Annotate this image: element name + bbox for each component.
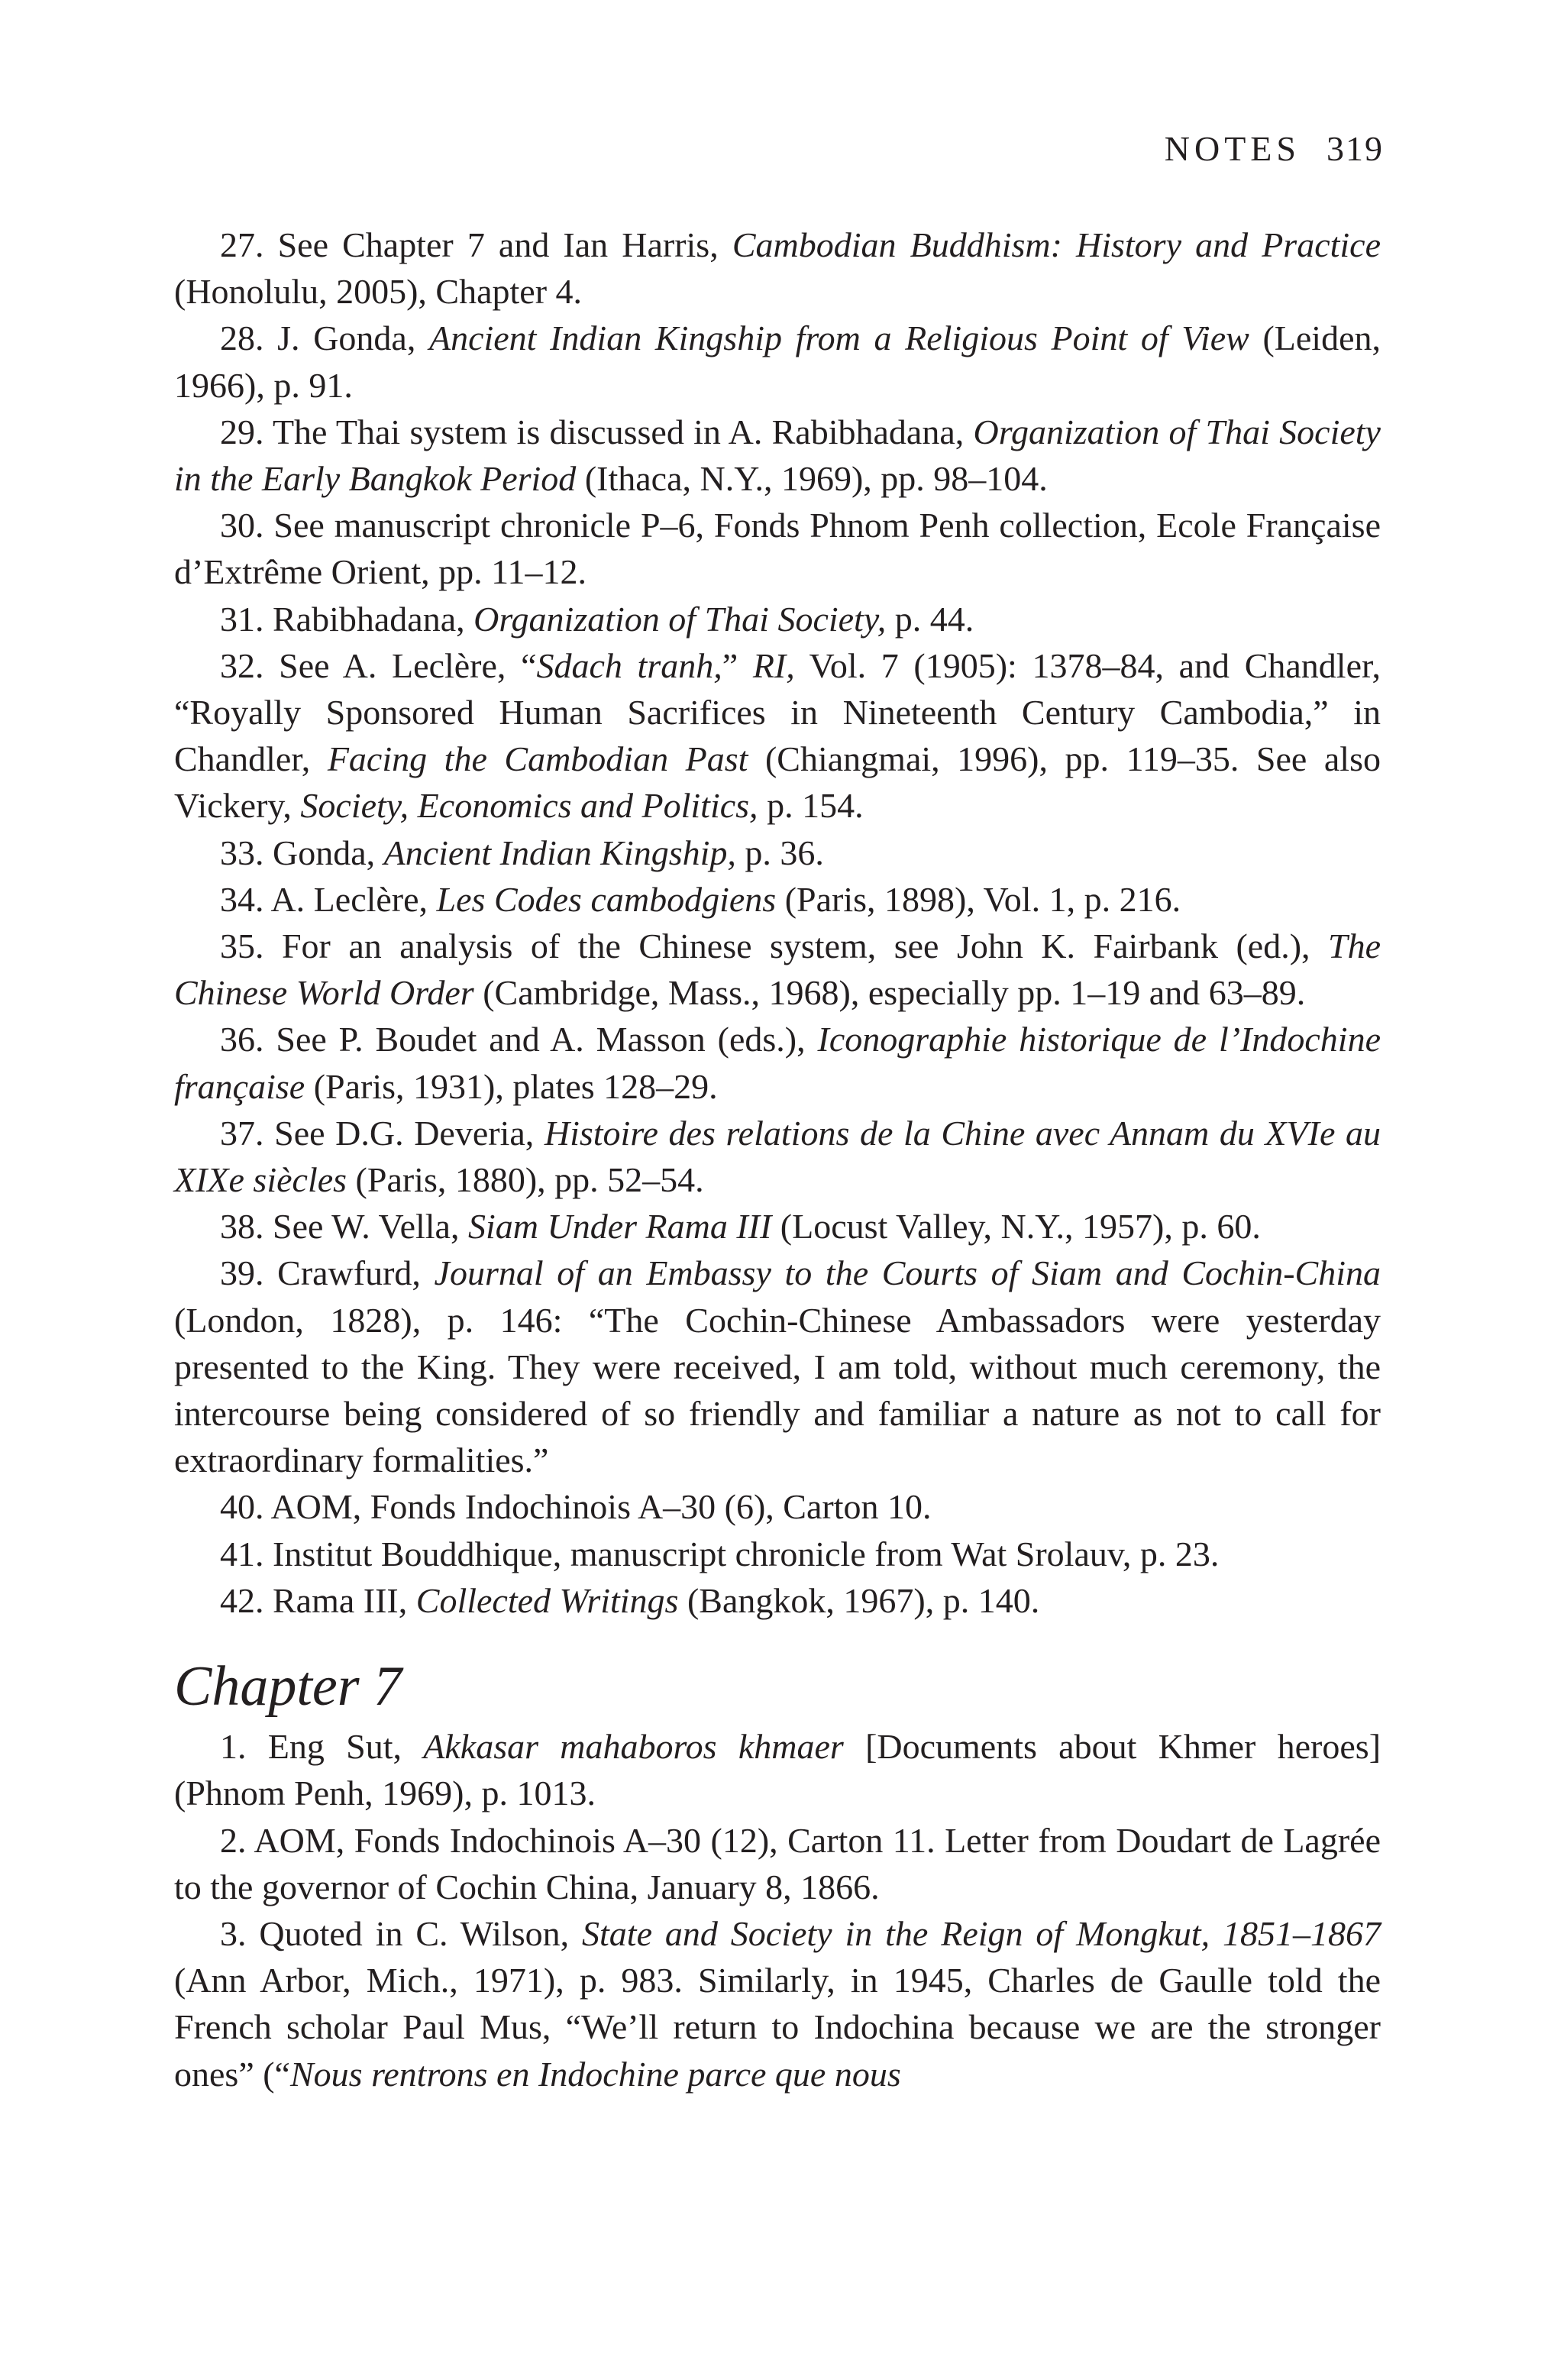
endnote-text: 39. Crawfurd, [220, 1253, 435, 1293]
endnote-italic-title: Journal of an Embassy to the Courts of Siam and Cochin-China [434, 1253, 1381, 1293]
endnote-italic-title: Siam Under Rama III [467, 1207, 772, 1247]
endnote-text: 31. Rabibhadana, [220, 599, 474, 639]
endnote-text: 38. See W. Vella, [220, 1207, 468, 1247]
endnote-italic-title: Ancient Indian Kingship from a Religious Point of View [428, 319, 1249, 358]
endnote-text: 40. AOM, Fonds Indochinois A–30 (6), Carton 10. [220, 1487, 932, 1527]
endnote-italic-title: Cambodian Buddhism: History and Practice [732, 225, 1381, 264]
endnote-italic-title: Organization of Thai Society in the Early Bangkok Period [174, 412, 1381, 499]
endnote-text: (Ann Arbor, Mich., 1971), p. 983. Similarly, in 1945, Charles de Gaulle told the French scholar Paul Mus, “We’ll return to Indochina because we are the stronger ones” (“ [174, 1961, 1381, 2094]
endnote-text: (Chiangmai, 1996), pp. 119–35. See also Vickery, [174, 739, 1381, 826]
endnote [174, 923, 1381, 1016]
endnote-text: 1. Eng Sut, [220, 1727, 424, 1767]
endnote-italic-title: RI, [752, 645, 795, 685]
endnote-text: 42. Rama III, [220, 1580, 416, 1620]
endnote-text: ” [722, 645, 753, 685]
endnote [174, 1817, 1381, 1910]
endnote-text: (London, 1828), p. 146: “The Cochin-Chinese Ambassadors were yesterday presented to the King. They were received, I am told, without much ceremony, the intercourse being considered of so friendly and familiar a nature as not to call for extraordinary formalities.” [174, 1300, 1381, 1480]
endnote [174, 1723, 1381, 1816]
endnote-text: 36. See P. Boudet and A. Masson (eds.), [220, 1020, 818, 1059]
endnote-text: 33. Gonda, [220, 833, 384, 872]
endnote-text: 27. See Chapter 7 and Ian Harris, [220, 225, 732, 264]
endnote [174, 1910, 1381, 2097]
endnote-italic-title: Sdach tranh, [536, 645, 722, 685]
endnote-text: 29. The Thai system is discussed in A. Rabibhadana, [220, 412, 974, 451]
endnote-text: [Documents about Khmer heroes] (Phnom Penh, 1969), p. 1013. [174, 1727, 1381, 1813]
endnote-text: p. 44. [886, 599, 974, 639]
endnote [174, 1203, 1381, 1250]
endnote-text: (Cambridge, Mass., 1968), especially pp. 1–19 and 63–89. [473, 973, 1306, 1013]
endnote-italic-title: Organization of Thai Society, [473, 599, 887, 639]
endnote [174, 642, 1381, 829]
endnote [174, 1483, 1381, 1530]
endnote-italic-title: Nous rentrons en Indochine parce que nous [289, 2054, 901, 2094]
chapter-heading: Chapter 7 [174, 1655, 402, 1719]
endnote-italic-title: Facing the Cambodian Past [327, 739, 748, 779]
endnote-text: Vol. 7 (1905): 1378–84, and Chandler, “Royally Sponsored Human Sacrifices in Nineteenth Century Cambodia,” in Chandler, [174, 645, 1381, 779]
endnote [174, 876, 1381, 923]
endnote-text: p. 154. [758, 786, 864, 826]
endnote-text: (Paris, 1880), pp. 52–54. [347, 1160, 704, 1200]
page-number: 319 [1326, 129, 1384, 168]
endnote-italic-title: Society, Economics and Politics, [300, 786, 758, 826]
endnote-text: (Paris, 1931), plates 128–29. [305, 1066, 718, 1106]
endnote-italic-title: Les Codes cambodgiens [436, 879, 777, 919]
endnote-italic-title: State and Society in the Reign of Mongkut, 1851–1867 [582, 1913, 1381, 1953]
endnote-text: (Bangkok, 1967), p. 140. [678, 1580, 1040, 1620]
endnote [174, 829, 1381, 876]
endnote-text: (Leiden, 1966), p. 91. [174, 319, 1381, 405]
notes-body [174, 222, 1381, 2097]
endnote-italic-title: Histoire des relations de la Chine avec Annam du XVIe au XIXe siècles [174, 1113, 1381, 1200]
endnote-text: 41. Institut Bouddhique, manuscript chronicle from Wat Srolauv, p. 23. [220, 1534, 1220, 1573]
endnote-text: 3. Quoted in C. Wilson, [220, 1913, 583, 1953]
endnote [174, 502, 1381, 595]
endnote-text: 32. See A. Leclère, “ [220, 645, 537, 685]
endnote-text: (Locust Valley, N.Y., 1957), p. 60. [771, 1207, 1261, 1247]
endnote-text: 35. For an analysis of the Chinese system, see John K. Fairbank (ed.), [220, 926, 1328, 966]
endnote-italic-title: The Chinese World Order [174, 926, 1381, 1013]
notes-list-chapter-7 [174, 1723, 1381, 2097]
endnote-italic-title: Ancient Indian Kingship, [383, 833, 736, 872]
endnote-text: 2. AOM, Fonds Indochinois A–30 (12), Carton 11. Letter from Doudart de Lagrée to the governor of Cochin China, January 8, 1866. [174, 1820, 1381, 1906]
endnote-text: p. 36. [735, 833, 824, 872]
endnote-text: (Paris, 1898), Vol. 1, p. 216. [776, 879, 1181, 919]
endnote [174, 1577, 1381, 1624]
notes-list-chapter-6 [174, 222, 1381, 1624]
endnote [174, 315, 1381, 408]
endnote [174, 1016, 1381, 1109]
endnote-italic-title: Akkasar mahaboros khmaer [423, 1727, 844, 1767]
running-head-section: NOTES [1164, 129, 1301, 168]
endnote-text: 28. J. Gonda, [220, 319, 429, 358]
endnote-text: 37. See D.G. Deveria, [220, 1113, 544, 1153]
endnote-text: (Ithaca, N.Y., 1969), pp. 98–104. [576, 459, 1048, 499]
endnote [174, 1110, 1381, 1203]
endnote [174, 1531, 1381, 1577]
endnote-text: (Honolulu, 2005), Chapter 4. [174, 272, 583, 312]
endnote [174, 222, 1381, 315]
running-head [1165, 128, 1384, 169]
endnote [174, 409, 1381, 502]
endnote-text: 34. A. Leclère, [220, 879, 437, 919]
endnote-text: 30. See manuscript chronicle P–6, Fonds Phnom Penh collection, Ecole Française d’Extrême Orient, pp. 11–12. [174, 506, 1381, 592]
endnote [174, 596, 1381, 642]
endnote [174, 1250, 1381, 1483]
endnote-italic-title: Collected Writings [415, 1580, 679, 1620]
endnote-italic-title: Iconographie historique de l’Indochine française [174, 1020, 1381, 1106]
